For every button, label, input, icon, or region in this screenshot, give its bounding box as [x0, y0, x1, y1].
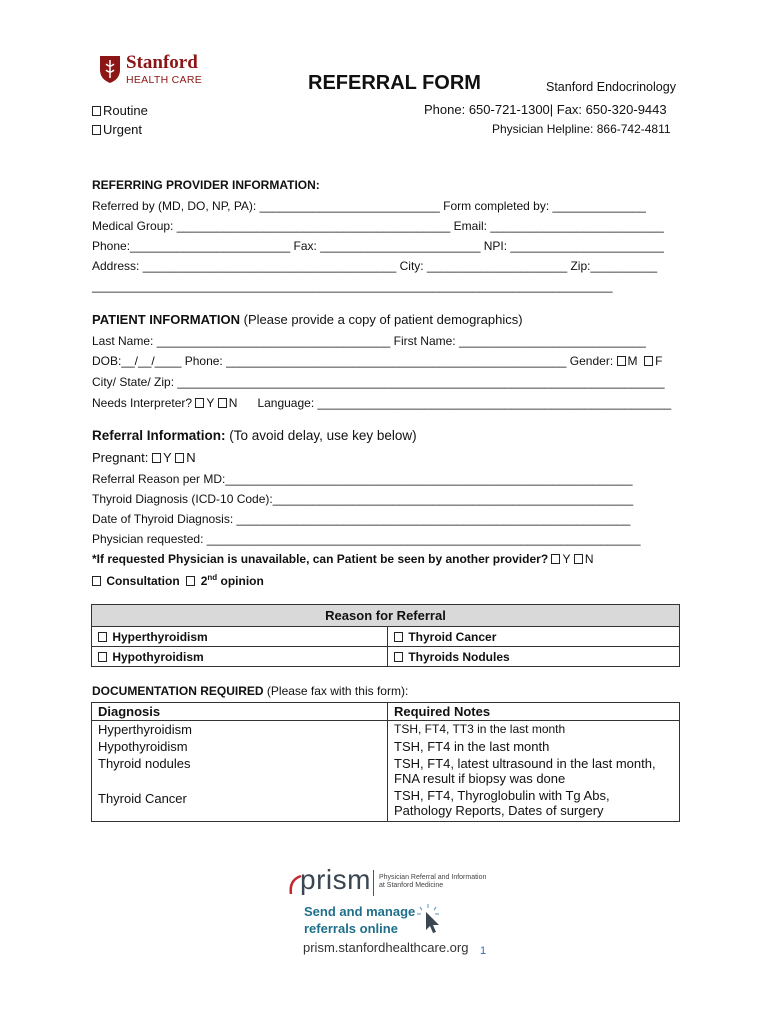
referred-by-line[interactable]: Referred by (MD, DO, NP, PA): ___________________________ Form completed by: ______________	[92, 199, 646, 213]
consultation-checkbox[interactable]	[92, 576, 101, 586]
consultation-line[interactable]	[92, 573, 264, 588]
table-row	[92, 605, 680, 627]
phone-fax-npi-line[interactable]: Phone:________________________ Fax: ________________________ NPI: _______________________	[92, 239, 664, 253]
send-line-1: Send and manage	[304, 904, 416, 919]
interpreter-no-label: N	[228, 396, 238, 410]
prism-tagline: Physician Referral and Information at Stanford Medicine	[379, 874, 487, 889]
routine-option[interactable]	[92, 103, 148, 118]
urgent-checkbox[interactable]	[92, 125, 101, 135]
notes-cell	[388, 755, 680, 787]
pregnant-no-label: N	[186, 450, 196, 465]
table-row	[92, 755, 680, 787]
second-opinion-checkbox[interactable]	[186, 576, 195, 586]
second-opinion-number: 2	[200, 574, 208, 588]
pregnant-yes-checkbox[interactable]	[152, 453, 161, 463]
second-opinion-suffix: nd	[207, 573, 218, 582]
interpreter-line[interactable]	[92, 396, 671, 410]
another-provider-question: *If requested Physician is unavailable, can Patient be seen by another provider?	[92, 552, 552, 566]
patient-section-heading	[92, 312, 523, 327]
documentation-heading-text: DOCUMENTATION REQUIRED	[92, 684, 264, 698]
interpreter-label: Needs Interpreter?	[92, 396, 196, 410]
another-provider-yes-checkbox[interactable]	[551, 554, 560, 564]
phone-fax: Phone: 650-721-1300| Fax: 650-320-9443	[424, 102, 667, 117]
reason-table-header: Reason for Referral	[92, 605, 680, 627]
diagnosis-cell: Hyperthyroidism	[92, 721, 388, 739]
stanford-health-care-logo	[98, 52, 218, 92]
routine-checkbox[interactable]	[92, 106, 101, 116]
referral-section-heading	[92, 428, 417, 443]
provider-section-heading: REFERRING PROVIDER INFORMATION:	[92, 178, 320, 192]
logo-subtitle: HEALTH CARE	[126, 74, 203, 86]
notes-cell: TSH, FT4 in the last month	[388, 738, 680, 755]
stanford-shield-icon	[98, 54, 122, 84]
hypothyroidism-option[interactable]	[92, 647, 388, 667]
notes-line: TSH, FT4, Thyroglobulin with Tg Abs,	[394, 788, 610, 803]
thyroid-nodules-label: Thyroids Nodules	[408, 649, 510, 664]
physician-requested-line[interactable]: Physician requested: _________________________________________________________________	[92, 532, 641, 546]
documentation-table	[91, 702, 680, 822]
gender-m-label: M	[627, 354, 638, 368]
department-name: Stanford Endocrinology	[546, 80, 676, 94]
urgent-label: Urgent	[103, 122, 143, 137]
logo-wordmark: Stanford	[126, 52, 198, 73]
required-notes-column-header: Required Notes	[388, 703, 680, 721]
thyroid-nodules-checkbox[interactable]	[394, 652, 403, 662]
medical-group-line[interactable]: Medical Group: _________________________________________ Email: __________________________	[92, 219, 664, 233]
interpreter-yes-checkbox[interactable]	[195, 398, 204, 408]
address-continuation-line[interactable]: ______________________________________________________________________________	[92, 279, 613, 293]
prism-url[interactable]: prism.stanfordhealthcare.org	[303, 940, 469, 955]
another-provider-no-label: N	[584, 552, 594, 566]
diagnosis-column-header: Diagnosis	[92, 703, 388, 721]
urgent-option[interactable]	[92, 122, 142, 137]
diagnosis-date-line[interactable]: Date of Thyroid Diagnosis: ___________________________________________________________	[92, 512, 631, 526]
documentation-heading	[92, 684, 408, 698]
table-row	[92, 721, 680, 739]
table-row	[92, 703, 680, 721]
address-line[interactable]: Address: ______________________________________ City: _____________________ Zip:__________	[92, 259, 658, 273]
table-row	[92, 647, 680, 667]
referral-reason-line[interactable]: Referral Reason per MD:_____________________________________________________________	[92, 472, 633, 486]
table-row	[92, 787, 680, 822]
form-title: REFERRAL FORM	[308, 72, 481, 94]
prism-wordmark: prism	[300, 864, 371, 895]
pregnant-line[interactable]	[92, 450, 196, 465]
consultation-label: Consultation	[106, 574, 180, 588]
another-provider-line[interactable]	[92, 552, 594, 566]
gender-f-label: F	[655, 354, 663, 368]
thyroid-cancer-checkbox[interactable]	[394, 632, 403, 642]
thyroid-nodules-option[interactable]	[388, 647, 680, 667]
patient-heading-note: (Please provide a copy of patient demographics)	[240, 312, 523, 327]
prism-send-text	[304, 903, 415, 937]
another-provider-yes-label: Y	[562, 552, 571, 566]
thyroid-cancer-label: Thyroid Cancer	[408, 629, 497, 644]
documentation-heading-note: (Please fax with this form):	[263, 684, 409, 698]
gender-f-checkbox[interactable]	[644, 356, 653, 366]
dob-phone-gender-line[interactable]	[92, 354, 663, 368]
diagnosis-cell: Thyroid Cancer	[92, 787, 388, 822]
hypothyroidism-checkbox[interactable]	[98, 652, 107, 662]
city-state-zip-line[interactable]: City/ State/ Zip: _________________________________________________________________________	[92, 375, 665, 389]
physician-helpline: Physician Helpline: 866-742-4811	[492, 122, 671, 136]
another-provider-no-checkbox[interactable]	[574, 554, 583, 564]
routine-label: Routine	[103, 103, 148, 118]
referral-heading-note: (To avoid delay, use key below)	[225, 428, 417, 443]
diagnosis-cell: Thyroid nodules	[92, 755, 388, 787]
page-number: 1	[480, 945, 487, 957]
notes-cell: TSH, FT4, TT3 in the last month	[388, 721, 680, 739]
table-row	[92, 738, 680, 755]
pregnant-yes-label: Y	[163, 450, 172, 465]
hyperthyroidism-option[interactable]	[92, 627, 388, 647]
patient-heading-text: PATIENT INFORMATION	[92, 312, 241, 327]
second-opinion-label: opinion	[217, 574, 264, 588]
send-line-2: referrals online	[304, 921, 398, 936]
pregnant-label: Pregnant:	[92, 450, 152, 465]
hyperthyroidism-label: Hyperthyroidism	[112, 629, 208, 644]
language-field[interactable]: Language: _____________________________________________________	[257, 396, 672, 410]
notes-cell	[388, 787, 680, 822]
patient-name-line[interactable]: Last Name: ___________________________________ First Name: ____________________________	[92, 334, 646, 348]
notes-line: FNA result if biopsy was done	[394, 771, 566, 786]
dob-phone-text: DOB:__/__/____ Phone: ___________________________________________________ Gender:	[92, 354, 617, 368]
referral-heading-text: Referral Information:	[92, 428, 226, 443]
prism-divider	[373, 870, 374, 896]
click-cursor-icon	[412, 902, 446, 941]
gender-m-checkbox[interactable]	[617, 356, 626, 366]
notes-line: Pathology Reports, Dates of surgery	[394, 803, 604, 818]
notes-line: TSH, FT4, latest ultrasound in the last month,	[394, 756, 656, 771]
hyperthyroidism-checkbox[interactable]	[98, 632, 107, 642]
pregnant-no-checkbox[interactable]	[175, 453, 184, 463]
table-row	[92, 627, 680, 647]
reason-for-referral-table	[91, 604, 680, 667]
thyroid-diagnosis-line[interactable]: Thyroid Diagnosis (ICD-10 Code):______________________________________________________	[92, 492, 634, 506]
interpreter-no-checkbox[interactable]	[218, 398, 227, 408]
thyroid-cancer-option[interactable]	[388, 627, 680, 647]
interpreter-yes-label: Y	[206, 396, 215, 410]
diagnosis-cell: Hypothyroidism	[92, 738, 388, 755]
hypothyroidism-label: Hypothyroidism	[112, 649, 204, 664]
